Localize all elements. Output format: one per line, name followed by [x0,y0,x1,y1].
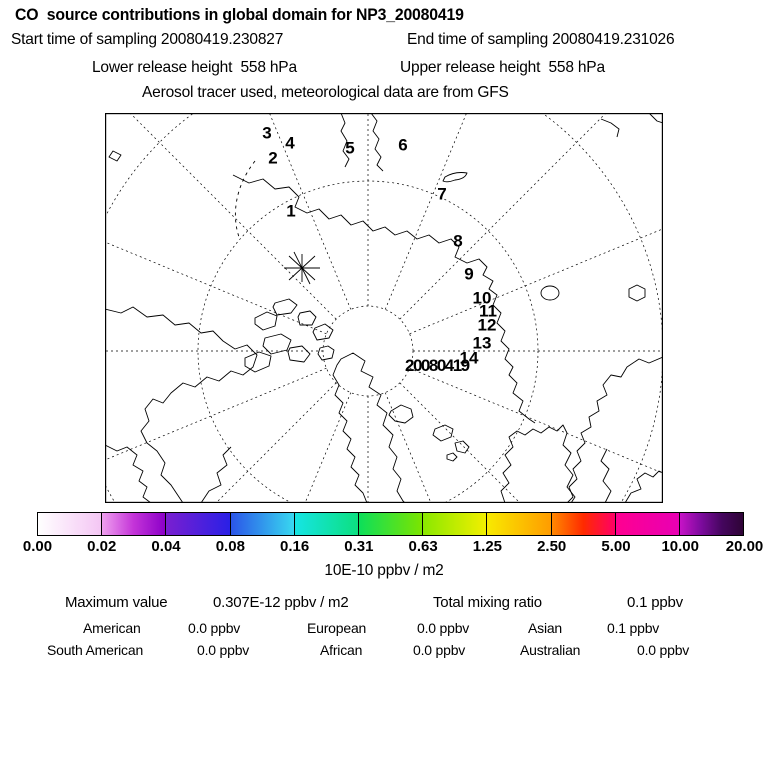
colorbar-units-caption: 10E-10 ppbv / m2 [324,562,444,579]
american-label: American [83,620,141,636]
trajectory-point-label: 3 [262,123,272,143]
trajectory-point-label: 14 [459,348,479,368]
polar-map [105,113,663,503]
colorbar-segment [552,513,616,535]
colorbar-tick-label: 2.50 [537,538,567,555]
colorbar-tick-label: 0.16 [279,538,310,555]
colorbar-segment [680,513,743,535]
colorbar [37,512,744,536]
colorbar-segment [102,513,166,535]
trajectory-point-label: 5 [345,138,355,158]
colorbar-segment [38,513,102,535]
european-label: European [307,620,367,636]
colorbar-tick-label: 0.31 [344,538,374,555]
south-american-label: South American [47,642,144,658]
trajectory-point-label: 8 [453,231,463,251]
start-time-text: Start time of sampling 20080419.230827 [11,31,284,48]
trajectory-point-label: 11 [479,301,497,321]
colorbar-tick-label: 20.00 [725,538,764,555]
trajectory-point-label: 9 [464,264,474,284]
trajectory-point-label: 13 [472,333,492,353]
african-value: 0.0 ppbv [413,642,466,658]
page-title: CO source contributions in global domain for NP3_20080419 [15,5,464,24]
map-panel [105,113,663,508]
colorbar-tick-label: 0.04 [151,538,181,555]
african-label: African [320,642,363,658]
trajectory-date-label: 20080419 [405,356,469,375]
trajectory-point-label: 12 [477,315,497,335]
trajectory-point-label: 10 [472,288,492,308]
trajectory-point-label: 2 [268,148,278,168]
colorbar-tick-label: 0.02 [87,538,117,555]
map-border [106,114,663,503]
tracer-note-text: Aerosol tracer used, meteorological data are from GFS [142,84,509,101]
total-mixing-value: 0.1 ppbv [627,594,683,611]
colorbar-segment [616,513,680,535]
trajectory-point-label: 4 [285,133,295,153]
lower-release-text: Lower release height 558 hPa [92,59,297,76]
coastlines [105,113,663,503]
total-mixing-label: Total mixing ratio [433,594,542,611]
colorbar-tick-label: 0.63 [408,538,438,555]
colorbar-segment [166,513,230,535]
south-american-value: 0.0 ppbv [197,642,250,658]
australian-value: 0.0 ppbv [637,642,690,658]
trajectory-point-label: 1 [286,201,296,221]
american-value: 0.0 ppbv [188,620,241,636]
graticule-grid [105,113,663,503]
australian-label: Australian [520,642,581,658]
colorbar-tick-label: 5.00 [601,538,631,555]
colorbar-segment [359,513,423,535]
colorbar-tick-label: 10.00 [661,538,699,555]
end-time-text: End time of sampling 20080419.231026 [407,31,675,48]
colorbar-tick-label: 0.00 [22,538,53,555]
colorbar-tick-label: 0.08 [215,538,245,555]
colorbar-segment [231,513,295,535]
asian-label: Asian [528,620,563,636]
trajectory-point-label: 7 [437,184,447,204]
colorbar-segment [295,513,359,535]
colorbar-segment [423,513,487,535]
max-value: 0.307E-12 ppbv / m2 [213,594,349,611]
upper-release-text: Upper release height 558 hPa [400,59,605,76]
trajectory-point-label: 6 [398,135,408,155]
receptor-star-icon [284,252,320,284]
european-value: 0.0 ppbv [417,620,470,636]
colorbar-segment [487,513,551,535]
max-value-label: Maximum value [65,594,168,611]
asian-value: 0.1 ppbv [607,620,660,636]
colorbar-tick-label: 1.25 [472,538,503,555]
